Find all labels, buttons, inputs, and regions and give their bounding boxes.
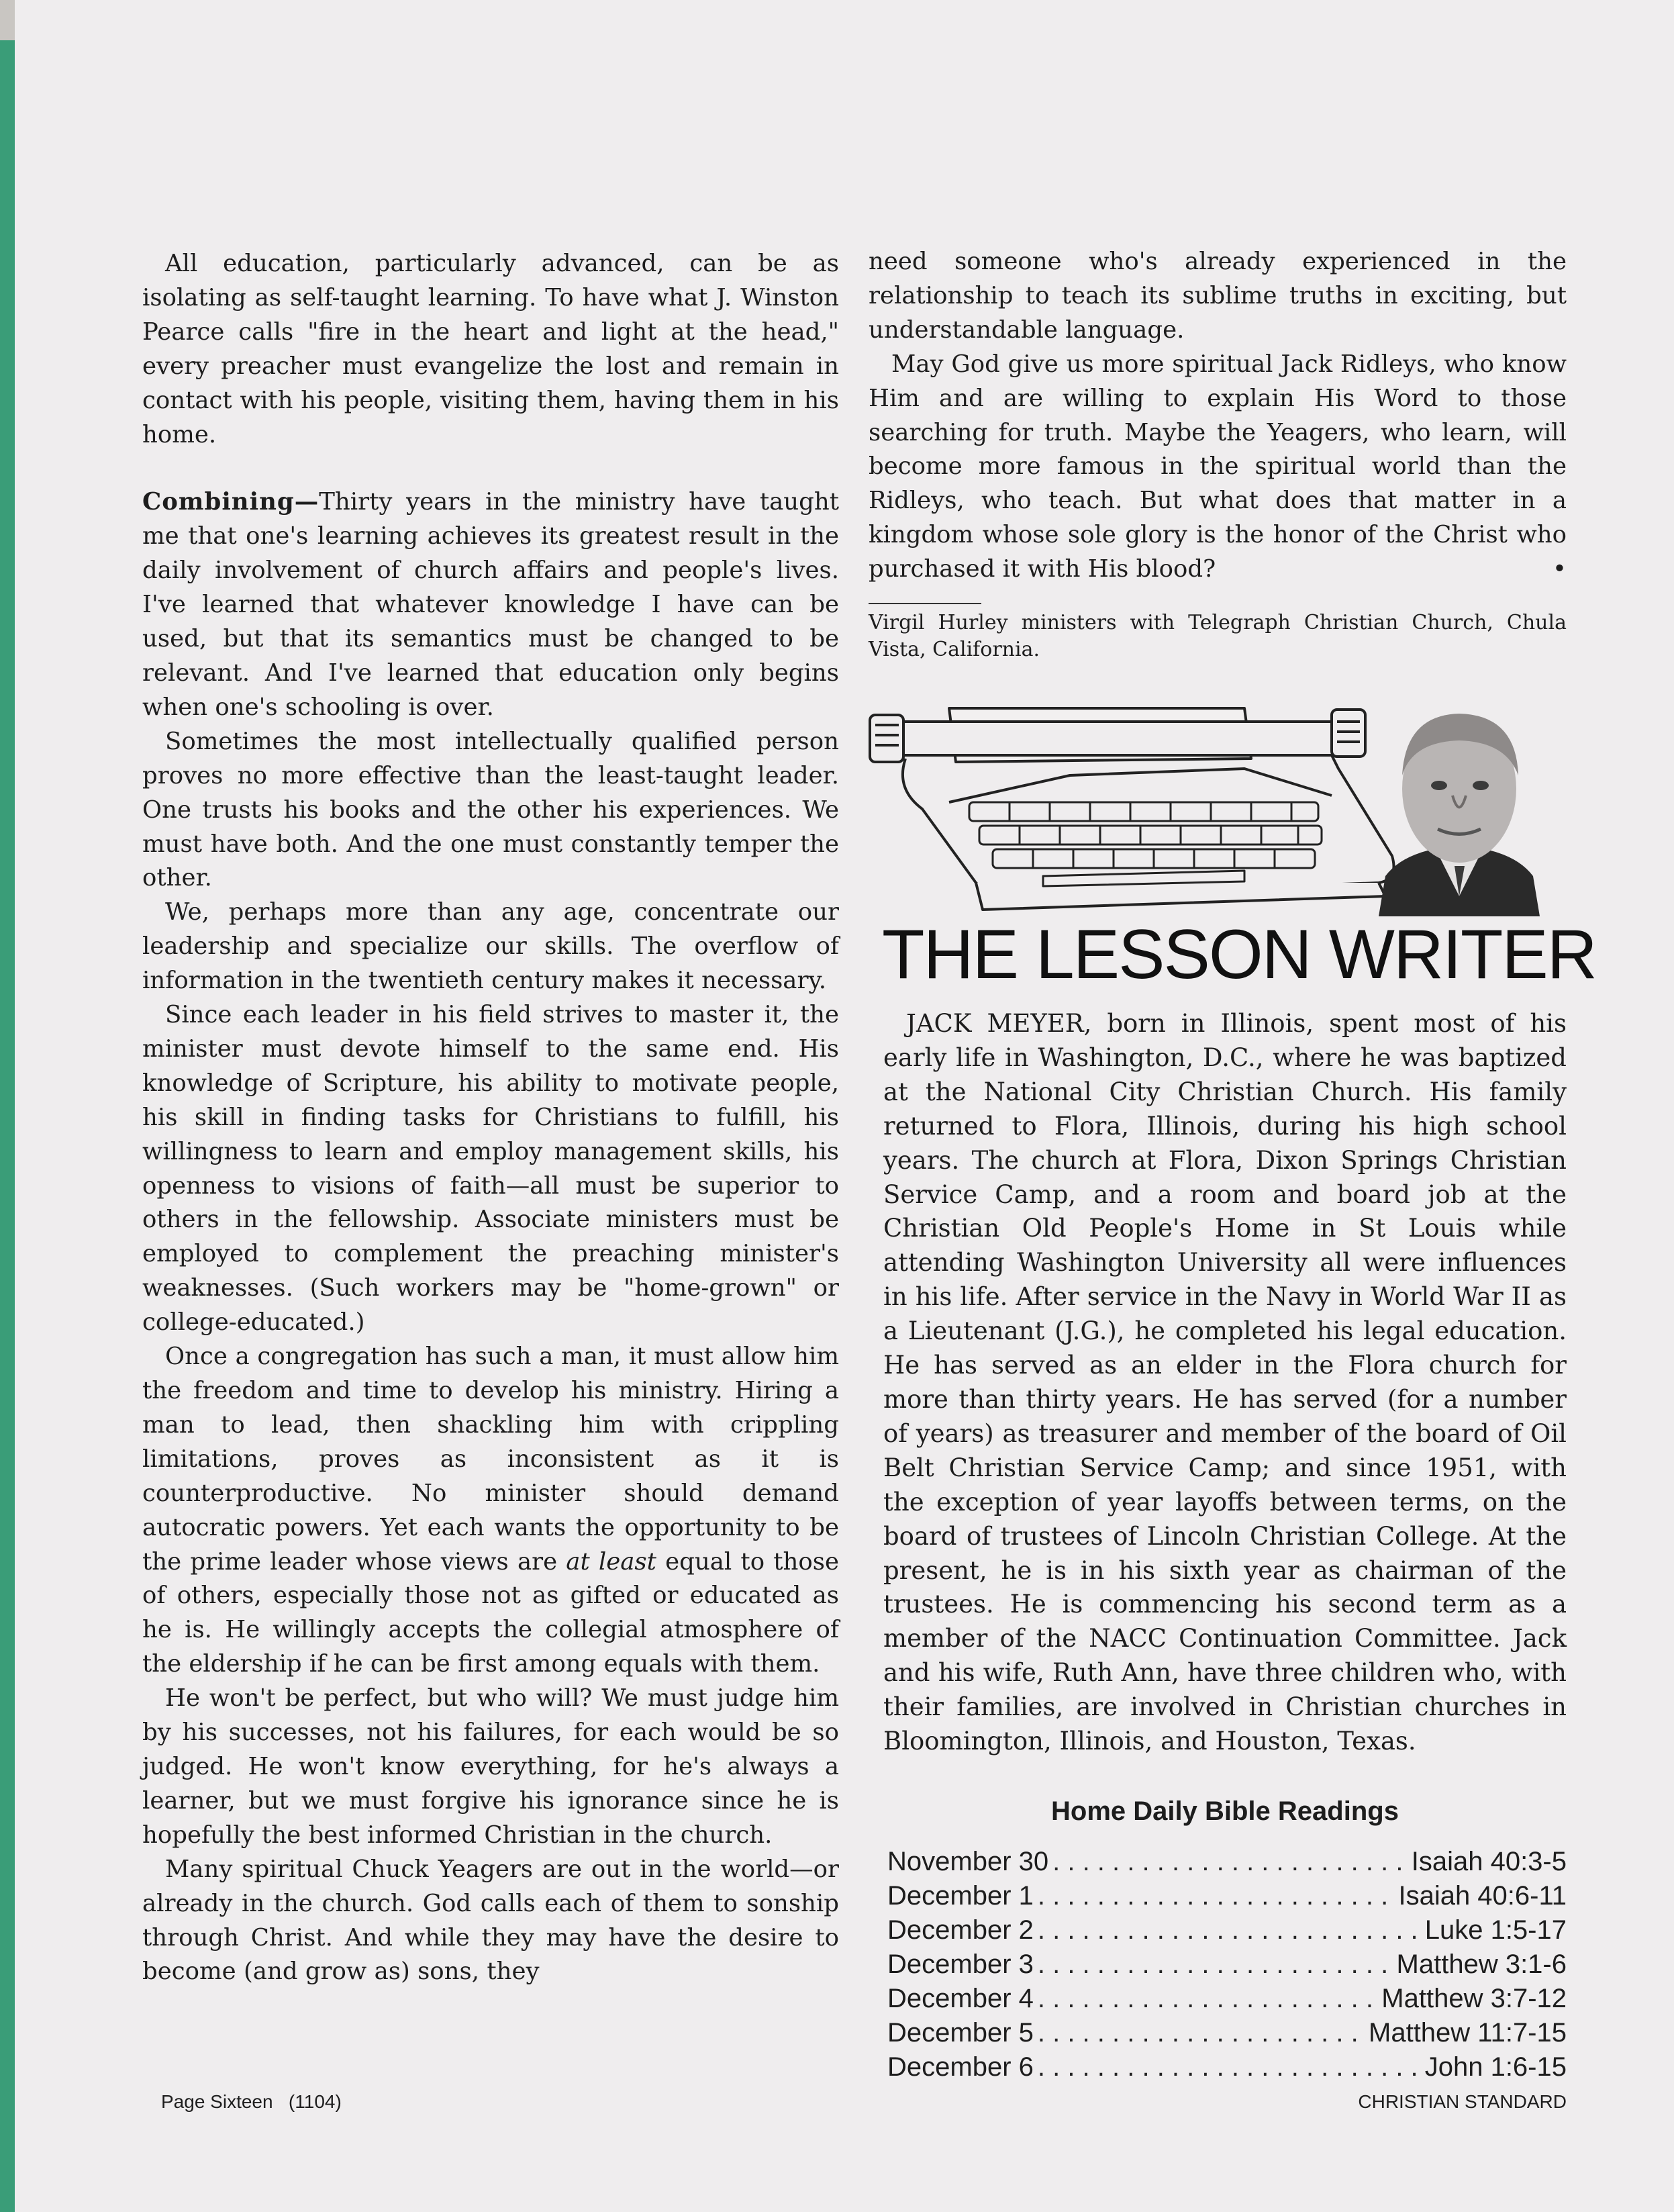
lesson-writer-illustration: [869, 695, 1567, 916]
page-label: Page Sixteen: [161, 2091, 273, 2112]
reading-date: December 1: [887, 1881, 1034, 1911]
reading-date: December 3: [887, 1950, 1034, 1979]
reading-reference: Matthew 3:1-6: [1396, 1950, 1567, 1979]
paragraph: JACK MEYER, born in Illinois, spent most of his early life in Washington, D.C., where he was baptized at the National City Christian Church. His family returned to Flora, Illinois, during his high school years. The church at Flora, Dixon Springs Christian Service Camp, and a room and board job at the Christian Old People's Home in St Louis while attending Washington University all were influences in his life. After service in the Navy in World War II as a Lieutenant (J.G.), he completed his legal education. He has served as an elder in the Flora church for more than thirty years. He has served (for a number of years) as treasurer and member of the board of Oil Belt Christian Service Camp; and since 1951, with the exception of year layoffs between terms, on the board of trustees of Lincoln Christian College. At the present, he is in his sixth year as chairman of the trustees. He is commencing his second term as a member of the NACC Continuation Committee. Jack and his wife, Ruth Ann, have three children who, with their families, are involved in Christian churches in Bloomington, Illinois, and Houston, Texas.: [883, 1009, 1567, 1756]
page-number: (1104): [288, 2091, 342, 2112]
right-column: [869, 245, 1567, 663]
reading-date: November 30: [887, 1847, 1049, 1876]
reading-reference: Isaiah 40:6-11: [1398, 1881, 1567, 1911]
publication-name: CHRISTIAN STANDARD: [1358, 2091, 1567, 2112]
paragraph-combining: Combining—Thirty years in the ministry have taught me that one's learning achieves its greatest result in the daily involvement of church affairs and people's lives. I've learned that whatever knowledge I have can be used, but that its semantics must be changed to be relevant. And I've learned that education only begins when one's schooling is over.: [142, 488, 839, 721]
run-in-heading: Combining—: [142, 488, 319, 516]
page-footer-left: [161, 2091, 342, 2113]
author-portrait: [1379, 714, 1540, 916]
section-headline: THE LESSON WRITER: [882, 916, 1596, 994]
author-credit: Virgil Hurley ministers with Telegraph Christian Church, Chula Vista, California.: [869, 611, 1567, 662]
reading-date: December 2: [887, 1915, 1034, 1945]
reading-row: [887, 1879, 1567, 1913]
lesson-writer-bio: [883, 1007, 1567, 1759]
reading-row: [887, 1845, 1567, 1879]
reading-row: [887, 1913, 1567, 1947]
leader-dots: [1038, 1913, 1421, 1947]
paragraph: May God give us more spiritual Jack Ridleys, who know Him and are willing to explain His Word to those searching for truth. Maybe the Yeagers, who learn, will become more famous in the spiritual world than the Ridleys, who teach. But what does that matter in a kingdom whose sole glory is the honor of the Christ who purchased it with His blood? •: [869, 348, 1567, 587]
reading-date: December 5: [887, 2018, 1034, 2048]
reading-reference: John 1:6-15: [1424, 2052, 1567, 2082]
end-mark: •: [1553, 555, 1567, 583]
emphasis: at least: [566, 1547, 656, 1576]
reading-row: [887, 2016, 1567, 2050]
leader-dots: [1038, 1982, 1377, 2016]
paragraph: All education, particularly advanced, can be as isolating as self-taught learning. To have what J. Winston Pearce calls "fire in the heart and light at the head," every preacher must evangelize the lost and remain in contact with his people, visiting them, having them in his home.: [142, 250, 839, 448]
leader-dots: [1038, 2016, 1365, 2050]
leader-dots: [1038, 1947, 1393, 1982]
paragraph: We, perhaps more than any age, concentrate our leadership and specialize our skills. The overflow of information in the twentieth century makes it necessary.: [142, 898, 839, 995]
reading-row: [887, 1982, 1567, 2016]
reading-reference: Luke 1:5-17: [1424, 1915, 1567, 1945]
readings-list: [887, 1845, 1567, 2084]
paragraph: Sometimes the most intellectually qualified person proves no more effective than the least-taught leader. One trusts his books and the other his experiences. We must have both. And the one must constantly temper the other.: [142, 727, 839, 892]
reading-row: [887, 1947, 1567, 1982]
leader-dots: [1038, 1879, 1395, 1913]
reading-reference: Matthew 3:7-12: [1381, 1984, 1567, 2013]
reading-date: December 4: [887, 1984, 1034, 2013]
paragraph: Since each leader in his field strives to master it, the minister must devote himself to the same end. His knowledge of Scripture, his ability to motivate people, his skill in finding tasks for Christians to fulfill, his willingness to learn and employ management skills, his openness to visions of faith—all must be superior to others in the fellowship. Associate ministers must be employed to complement the preaching minister's weaknesses. (Such workers may be "home-grown" or college-educated.): [142, 1001, 839, 1337]
paragraph: He won't be perfect, but who will? We must judge him by his successes, not his failures, for each would be so judged. He won't know everything, for he's always a learner, but we must forgive his ignorance since he is hopefully the best informed Christian in the church.: [142, 1684, 839, 1849]
paragraph: need someone who's already experienced in the relationship to teach its sublime truths in exciting, but understandable language.: [869, 248, 1567, 344]
reading-reference: Isaiah 40:3-5: [1411, 1847, 1567, 1876]
paragraph: Many spiritual Chuck Yeagers are out in the world—or already in the church. God calls each of them to sonship through Christ. And while they may have the desire to become (and grow as) sons, they: [142, 1855, 839, 1986]
left-column: [142, 247, 839, 1989]
reading-date: December 6: [887, 2052, 1034, 2082]
credit-rule: [869, 603, 981, 604]
reading-row: [887, 2050, 1567, 2084]
leader-dots: [1052, 1845, 1408, 1879]
reading-reference: Matthew 11:7-15: [1369, 2018, 1567, 2048]
typewriter-drawing: [870, 708, 1394, 910]
leader-dots: [1038, 2050, 1421, 2084]
paragraph: Once a congregation has such a man, it must allow him the freedom and time to develop his ministry. Hiring a man to lead, then shackling him with crippling limitations, proves as inconsistent as it is counterproductive. No minister should demand autocratic powers. Yet each wants the opportunity to be the prime leader whose views are at least equal to those of others, especially those not as gifted or educated as he is. He willingly accepts the collegial atmosphere of the eldership if he can be first among equals with them.: [142, 1343, 839, 1678]
readings-title: Home Daily Bible Readings: [1051, 1796, 1399, 1826]
